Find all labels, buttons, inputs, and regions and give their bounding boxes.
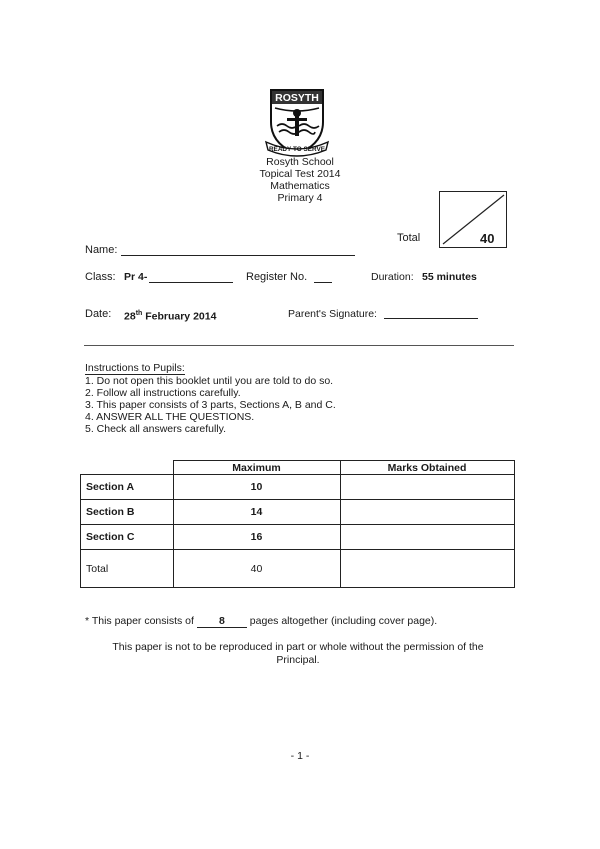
test-title: Topical Test 2014 [259,168,341,180]
total-max-score: 40 [480,231,495,246]
row-max: 16 [173,525,340,550]
row-max: 10 [173,475,340,500]
pages-suffix: pages altogether (including cover page). [249,615,438,627]
date-value [124,308,216,323]
level: Primary 4 [277,192,323,204]
duration-value: 55 minutes [422,271,477,283]
table-row [81,500,515,525]
row-max: 40 [173,550,340,588]
instructions-title [85,362,185,375]
crest-banner-top: ROSYTH [275,92,319,104]
row-label: Section C [81,525,174,550]
pages-prefix: * This paper consists of [85,615,194,627]
date-label: Date: [85,308,112,320]
duration-label: Duration: [371,271,414,283]
separator-line [84,345,514,346]
name-label: Name: [85,244,118,256]
table-row [81,525,515,550]
table-row [81,550,515,588]
instruction-item: 5. Check all answers carefully. [85,423,227,435]
crest-banner-bottom: READY TO SERVE [268,146,326,153]
col-header-maximum: Maximum [173,461,340,475]
class-value: Pr 4- [124,271,148,283]
total-score-box [439,191,507,248]
parent-signature-label: Parent's Signature: [288,308,377,320]
row-label: Section A [81,475,174,500]
table-row [81,475,515,500]
class-label: Class: [85,271,116,283]
row-label: Section B [81,500,174,525]
row-obtained[interactable] [340,500,514,525]
col-header-marks-obtained: Marks Obtained [340,461,514,475]
date-suffix: th [135,310,143,317]
parent-signature-field[interactable] [384,318,478,319]
subject: Mathematics [270,180,330,192]
date-day: 28 [124,310,136,323]
pages-value: 8 [197,615,247,628]
pages-note [85,615,437,628]
instruction-item: 4. ANSWER ALL THE QUESTIONS. [85,411,255,423]
table-header-row [81,461,515,475]
instructions-title-text: Instructions to Pupils: [85,362,185,374]
register-field[interactable] [314,282,332,283]
page-number: - 1 - [290,750,310,762]
date-rest: February 2014 [142,310,217,323]
instruction-item: 1. Do not open this booklet until you are told to do so. [85,375,334,387]
instruction-item: 3. This paper consists of 3 parts, Sections A, B and C. [85,399,336,411]
row-max: 14 [173,500,340,525]
reproduction-notice: This paper is not to be reproduced in part or whole without the permission of the Principal. [112,641,484,666]
total-label: Total [397,232,421,244]
school-crest-logo [265,86,329,158]
marks-table [80,460,515,588]
table-corner [81,461,174,475]
row-obtained[interactable] [340,525,514,550]
row-obtained[interactable] [340,550,514,588]
instruction-item: 2. Follow all instructions carefully. [85,387,241,399]
row-label: Total [81,550,174,588]
diagonal-slash [440,192,506,247]
register-label: Register No. [246,271,308,283]
name-field[interactable] [121,255,355,256]
row-obtained[interactable] [340,475,514,500]
class-field[interactable] [149,282,233,283]
school-name: Rosyth School [266,156,334,168]
